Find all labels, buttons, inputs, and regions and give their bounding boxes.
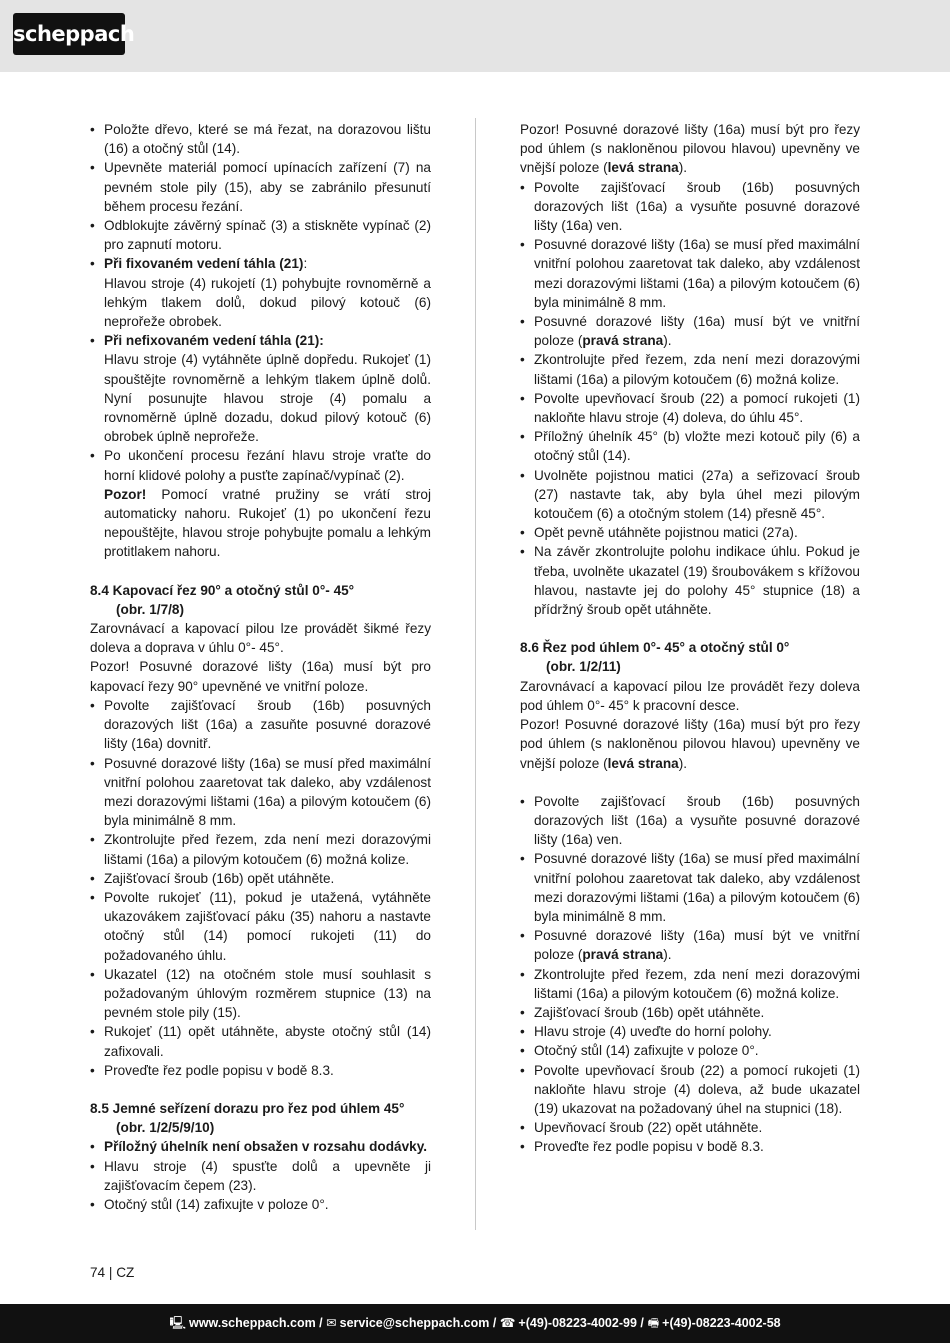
end-cut-item bbox=[90, 446, 431, 561]
list-item: • Upevňovací šroub (22) opět utáhněte. bbox=[520, 1118, 860, 1137]
column-divider bbox=[475, 118, 476, 1230]
list-item: • Položte dřevo, které se má řezat, na dorazovou lištu (16) a otočný stůl (14). bbox=[90, 120, 431, 158]
footer-fax: +(49)-08223-4002-58 bbox=[662, 1316, 781, 1330]
section-8-5-warning bbox=[520, 120, 860, 178]
footer-mail: service@scheppach.com / bbox=[339, 1316, 497, 1330]
list-item: • Rukojeť (11) opět utáhněte, abyste otočný stůl (14) zafixovali. bbox=[90, 1022, 431, 1060]
list-item: • Zkontrolujte před řezem, zda není mezi dorazovými lištami (16a) a pilovým kotoučem (6) možná kolize. bbox=[90, 830, 431, 868]
inner-text: Posuvné dorazové lišty (16a) musí být ve vnitřní poloze ( bbox=[534, 928, 860, 963]
list-item: • Proveďte řez podle popisu v bodě 8.3. bbox=[90, 1061, 431, 1080]
warning-text: Pozor! Posuvné dorazové lišty (16a) musí být pro řezy pod úhlem (s nakloněnou pilovou hlavou) upevněny ve vnější poloze ( bbox=[520, 122, 860, 176]
nonfixed-guide-title: Při nefixovaném vedení táhla (21): bbox=[104, 333, 324, 349]
list-item: • Povolte zajišťovací šroub (16b) posuvných dorazových lišt (16a) a zasuňte posuvné dorazové lišty (16a) dovnitř. bbox=[90, 696, 431, 754]
warning-end: ). bbox=[678, 755, 688, 771]
section-8-5-list bbox=[90, 1137, 431, 1214]
list-item: • Posuvné dorazové lišty (16a) se musí před maximální vnitřní polohou zaaretovat tak daleko, aby vzdálenost mezi dorazovými lištami (16a) a pilovým kotoučem (6) byla minimálně 8 mm. bbox=[520, 235, 860, 312]
fixed-guide-item bbox=[90, 254, 431, 331]
inner-bold: pravá strana bbox=[582, 333, 664, 349]
list-item: • Povolte zajišťovací šroub (16b) posuvných dorazových lišt (16a) a vysuňte posuvné dorazové lišty (16a) ven. bbox=[520, 792, 860, 850]
page-header bbox=[0, 0, 950, 72]
phone-icon: ☎ bbox=[499, 1316, 516, 1330]
list-item: • Povolte upevňovací šroub (22) a pomocí rukojeti (1) nakloňte hlavu stroje (4) doleva, až bude ukazatel (19) ukazovat na požadovaný úhel na stupnici (18). bbox=[520, 1061, 860, 1119]
inner-text: Posuvné dorazové lišty (16a) musí být ve vnitřní poloze ( bbox=[534, 314, 860, 349]
list-item bbox=[520, 926, 860, 964]
page-number: 74 | CZ bbox=[90, 1265, 135, 1280]
list-item: • Na závěr zkontrolujte polohu indikace úhlu. Pokud je třeba, uvolněte ukazatel (19) šroubovákem s křížovou hlavou, nastavte jej do polohy 45° stupnice (18) a přídržný šroub opět utáhněte. bbox=[520, 542, 860, 619]
nonfixed-guide-item bbox=[90, 331, 431, 446]
end-cut-text-2: Pomocí vratné pružiny se vrátí stroj automaticky nahoru. Rukojeť (1) po ukončení řezu nepouštějte, hlavou stroje pohybujte pomalu a lehkým protitlakem nahoru. bbox=[104, 486, 431, 560]
list-item: • Příložný úhelník 45° (b) vložte mezi kotouč pily (6) a otočný stůl (14). bbox=[520, 427, 860, 465]
list-item bbox=[520, 312, 860, 350]
section-8-5-heading bbox=[90, 1099, 431, 1137]
inner-end: ). bbox=[663, 333, 672, 349]
warning-text: Pozor! Posuvné dorazové lišty (16a) musí být pro řezy pod úhlem (s nakloněnou pilovou hlavou) upevněny ve vnější poloze ( bbox=[520, 717, 860, 771]
fixed-guide-text: Hlavou stroje (4) rukojetí (1) pohybujte rovnoměrně a lehkým tlakem dolů, dokud pilový kotouč (6) neprořeže obrobek. bbox=[104, 275, 431, 330]
list-item: • Odblokujte závěrný spínač (3) a stiskněte vypínač (2) pro zapnutí motoru. bbox=[90, 216, 431, 254]
list-item: • Hlavu stroje (4) uveďte do horní polohy. bbox=[520, 1022, 860, 1041]
section-8-6-paragraph: Zarovnávací a kapovací pilou lze provádět řezy doleva pod úhlem 0°- 45° k pracovní desce. bbox=[520, 678, 860, 713]
footer-web: www.scheppach.com / bbox=[189, 1316, 323, 1330]
section-8-5-steps bbox=[520, 178, 860, 620]
section-8-5-note: Příložný úhelník není obsažen v rozsahu dodávky. bbox=[104, 1139, 428, 1155]
list-item: • Povolte zajišťovací šroub (16b) posuvných dorazových lišt (16a) a vysuňte posuvné dorazové lišty (16a) ven. bbox=[520, 178, 860, 236]
inner-end: ). bbox=[663, 947, 672, 963]
section-8-6-warning bbox=[520, 715, 860, 773]
warning-end: ). bbox=[678, 160, 688, 176]
section-8-4-heading bbox=[90, 581, 431, 619]
list-item: • Ukazatel (12) na otočném stole musí souhlasit s požadovaným úhlovým rozměrem stupnice (13) na pevném stole pily (15). bbox=[90, 965, 431, 1023]
list-item bbox=[90, 1137, 431, 1156]
nonfixed-guide-text: Hlavu stroje (4) vytáhněte úplně dopředu. Rukojeť (1) spouštějte rovnoměrně a lehkým tlakem úplně dolů. Nyní posunujte hlavou stroje (4) pomalu a rovnoměrně úplně dozadu, dokud pilový kotouč (6) obrobek úplně neprořeže. bbox=[104, 352, 431, 445]
warning-bold: levá strana bbox=[607, 755, 679, 771]
section-8-6-steps bbox=[520, 792, 860, 1157]
list-item: • Posuvné dorazové lišty (16a) se musí před maximální vnitřní polohou zaaretovat tak daleko, aby vzdálenost mezi dorazovými lištami (16a) a pilovým kotoučem (6) byla minimálně 8 mm. bbox=[90, 754, 431, 831]
warning-bold: levá strana bbox=[607, 160, 679, 176]
list-item: • Posuvné dorazové lišty (16a) se musí před maximální vnitřní polohou zaaretovat tak daleko, aby vzdálenost mezi dorazovými lištami (16a) a pilovým kotoučem (6) byla minimálně 8 mm. bbox=[520, 849, 860, 926]
list-item: • Hlavu stroje (4) spusťte dolů a upevněte ji zajišťovacím čepem (23). bbox=[90, 1157, 431, 1195]
list-item: • Povolte rukojeť (11), pokud je utažená, vytáhněte ukazovákem zajišťovací páku (35) nahoru a nastavte otočný stůl (14) pomocí rukojeti (11) do požadovaného úhlu. bbox=[90, 888, 431, 965]
fax-icon: 🖷 bbox=[647, 1316, 660, 1330]
list-item: • Uvolněte pojistnou matici (27a) a seřizovací šroub (27) nastavte tak, aby byla úhel mezi pilovým kotoučem (6) a otočným stolem (14) přesně 45°. bbox=[520, 466, 860, 524]
list-item: • Zajišťovací šroub (16b) opět utáhněte. bbox=[520, 1003, 860, 1022]
section-8-5-title: 8.5 Jemné seřízení dorazu pro řez pod úhlem 45° bbox=[90, 1100, 405, 1116]
section-8-4-title: 8.4 Kapovací řez 90° a otočný stůl 0°- 45° bbox=[90, 582, 355, 598]
list-item: • Opět pevně utáhněte pojistnou matici (27a). bbox=[520, 523, 860, 542]
list-item: • Proveďte řez podle popisu v bodě 8.3. bbox=[520, 1137, 860, 1156]
end-cut-warning: Pozor! bbox=[104, 486, 147, 502]
section-8-4-ref: (obr. 1/7/8) bbox=[116, 601, 184, 617]
footer-phone: +(49)-08223-4002-99 / bbox=[518, 1316, 644, 1330]
list-item: • Zajišťovací šroub (16b) opět utáhněte. bbox=[90, 869, 431, 888]
section-8-5-ref: (obr. 1/2/5/9/10) bbox=[116, 1120, 215, 1136]
intro-list bbox=[90, 120, 431, 562]
scheppach-logo: scheppach bbox=[13, 13, 125, 55]
section-8-4-paragraph: Zarovnávací a kapovací pilou lze provádět šikmé řezy doleva a doprava v úhlu 0°- 45°. bbox=[90, 621, 431, 656]
end-cut-text: Po ukončení procesu řezání hlavu stroje vraťte do horní klidové polohy a pusťte zapínač/vypínač (2). bbox=[104, 448, 431, 483]
list-item: • Zkontrolujte před řezem, zda není mezi dorazovými lištami (16a) a pilovým kotoučem (6) možná kolize. bbox=[520, 965, 860, 1003]
section-8-6-title: 8.6 Řez pod úhlem 0°- 45° a otočný stůl 0° bbox=[520, 640, 790, 656]
left-column bbox=[90, 120, 431, 1214]
inner-bold: pravá strana bbox=[582, 947, 664, 963]
right-column bbox=[520, 120, 860, 1157]
footer-bar bbox=[0, 1304, 950, 1343]
list-item: • Povolte upevňovací šroub (22) a pomocí rukojeti (1) nakloňte hlavu stroje (4) doleva, do úhlu 45°. bbox=[520, 389, 860, 427]
list-item: • Otočný stůl (14) zafixujte v poloze 0°. bbox=[90, 1195, 431, 1214]
section-8-6-ref: (obr. 1/2/11) bbox=[546, 659, 621, 675]
computer-icon: 🖳 bbox=[169, 1316, 187, 1330]
section-8-4-warning: Pozor! Posuvné dorazové lišty (16a) musí být pro kapovací řezy 90° upevněné ve vnitřní poloze. bbox=[90, 659, 431, 694]
fixed-guide-colon: : bbox=[303, 256, 308, 272]
list-item: • Zkontrolujte před řezem, zda není mezi dorazovými lištami (16a) a pilovým kotoučem (6) možná kolize. bbox=[520, 350, 860, 388]
section-8-6-heading bbox=[520, 638, 860, 676]
fixed-guide-title: Při fixovaném vedení táhla (21) bbox=[104, 256, 304, 272]
mail-icon: ✉ bbox=[326, 1316, 337, 1330]
section-8-4-list bbox=[90, 696, 431, 1080]
list-item: • Otočný stůl (14) zafixujte v poloze 0°. bbox=[520, 1041, 860, 1060]
list-item: • Upevněte materiál pomocí upínacích zařízení (7) na pevném stole pily (15), aby se zabránilo přesunutí během procesu řezání. bbox=[90, 158, 431, 216]
